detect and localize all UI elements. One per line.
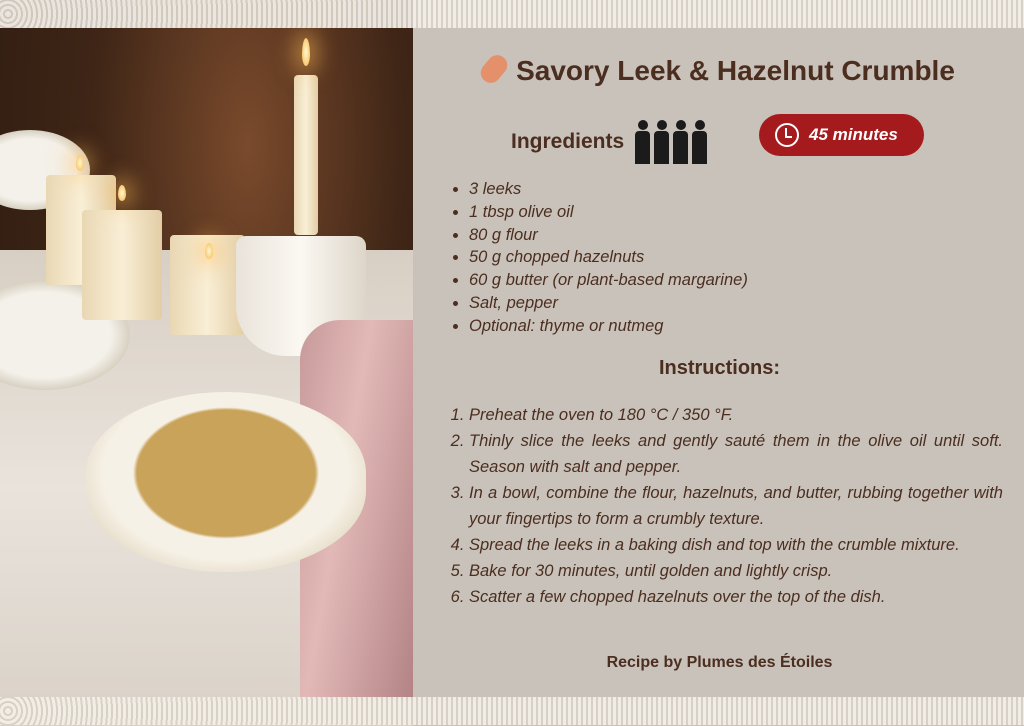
list-item: • 80 g flour <box>469 224 748 247</box>
list-item: 2. Thinly slice the leeks and gently sauté them in the olive oil until soft. Season with salt and pepper. <box>469 428 1003 480</box>
recipe-panel <box>415 28 1024 697</box>
list-item: • 50 g chopped hazelnuts <box>469 246 748 269</box>
list-item: • 1 tbsp olive oil <box>469 201 748 224</box>
recipe-credit: Recipe by Plumes des Étoiles <box>606 654 833 671</box>
candle <box>294 75 318 235</box>
ingredients-heading <box>511 120 708 164</box>
list-item: 3. In a bowl, combine the flour, hazelnuts, and butter, rubbing together with your fingertips to form a crumbly texture. <box>469 480 1003 532</box>
crumble-bowl <box>86 392 366 572</box>
recipe-title <box>415 54 1024 87</box>
clock-icon <box>775 123 799 147</box>
servings-people-icon <box>634 120 708 164</box>
lace-border-top <box>0 0 1024 28</box>
list-item: 5. Bake for 30 minutes, until golden and lightly crisp. <box>469 558 1003 584</box>
candle-flame <box>118 185 126 201</box>
candle <box>82 210 162 320</box>
instructions-heading: Instructions: <box>658 357 781 379</box>
person-icon <box>672 120 689 164</box>
instructions-list <box>453 402 1003 610</box>
candle-flame <box>76 155 84 171</box>
ingredients-label: Ingredients <box>511 130 625 153</box>
person-icon <box>634 120 651 164</box>
list-item: • 60 g butter (or plant-based margarine) <box>469 269 748 292</box>
person-icon <box>691 120 708 164</box>
list-item: • Salt, pepper <box>469 292 748 315</box>
time-text: 45 minutes <box>809 125 898 144</box>
title-text: Savory Leek & Hazelnut Crumble <box>516 55 955 86</box>
list-item: 6. Scatter a few chopped hazelnuts over the top of the dish. <box>469 584 1003 610</box>
list-item: 4. Spread the leeks in a baking dish and top with the crumble mixture. <box>469 532 1003 558</box>
list-item: • Optional: thyme or nutmeg <box>469 315 748 338</box>
list-item: 1. Preheat the oven to 180 °C / 350 °F. <box>469 402 1003 428</box>
lace-border-bottom <box>0 697 1024 725</box>
ingredients-list <box>469 178 748 338</box>
candle-flame <box>205 243 213 259</box>
recipe-photo <box>0 0 413 726</box>
candle-flame <box>302 38 310 66</box>
peanut-icon <box>477 51 512 87</box>
time-badge <box>759 114 924 156</box>
person-icon <box>653 120 670 164</box>
list-item: • 3 leeks <box>469 178 748 201</box>
